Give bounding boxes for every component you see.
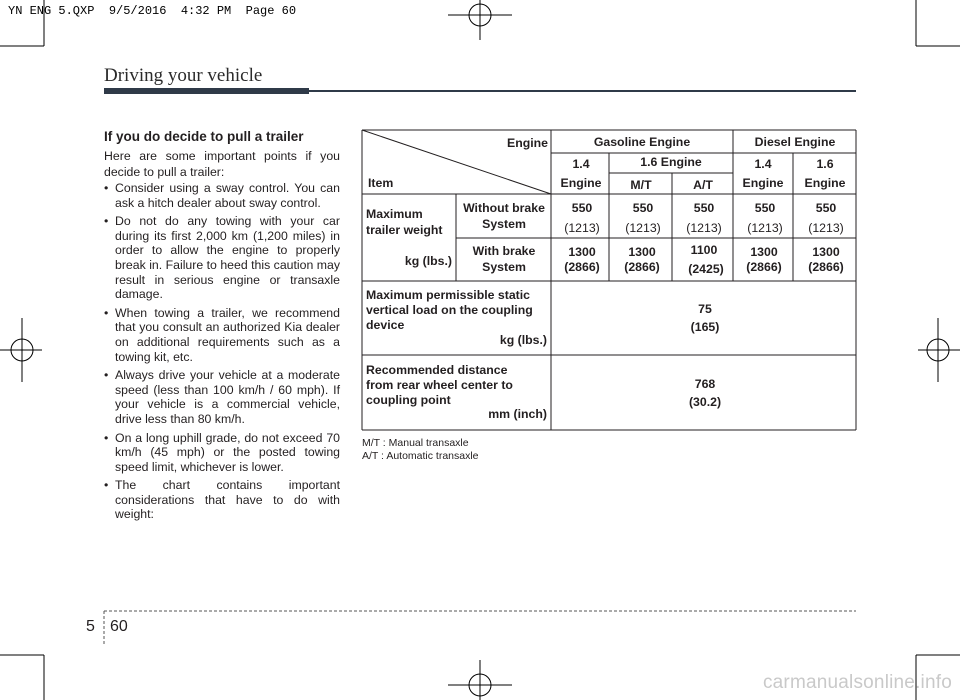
gasoline-engine-header: Gasoline Engine — [593, 135, 691, 149]
without-brake-value-lbs: (1213) — [808, 221, 844, 235]
diesel-14-header-line2: Engine — [742, 176, 784, 190]
without-brake-value-lbs: (1213) — [686, 221, 722, 235]
print-slug: YN ENG 5.QXP 9/5/2016 4:32 PM Page 60 — [8, 4, 297, 18]
without-brake-label-line2: System — [482, 217, 526, 231]
without-brake-value: 550 — [632, 201, 654, 215]
with-brake-value: 1300 — [750, 245, 778, 259]
corner-item-label: Item — [368, 176, 394, 190]
with-brake-label-line1: With brake — [472, 244, 536, 258]
bullet-item: • Always drive your vehicle at a moderate speed (less than 100 km/h / 60 mph). If your vehicle is a commercial vehicle, drive less than 80 km/h. — [104, 368, 340, 426]
max-trailer-label-line1: Maximum — [366, 207, 423, 221]
diesel-engine-header: Diesel Engine — [754, 135, 836, 149]
distance-value: 768 — [694, 377, 716, 391]
bullet-item: • Consider using a sway control. You can ask a hitch dealer about sway control. — [104, 181, 340, 210]
mt-header: M/T — [630, 178, 652, 192]
distance-unit: mm (inch) — [488, 407, 547, 421]
max-trailer-unit: kg (lbs.) — [404, 254, 452, 268]
distance-value-inch: (30.2) — [688, 395, 722, 409]
static-load-unit: kg (lbs.) — [499, 333, 547, 347]
without-brake-value: 550 — [693, 201, 715, 215]
corner-engine-label: Engine — [507, 136, 548, 150]
gas-16-group-header: 1.6 Engine — [640, 155, 702, 169]
without-brake-label-line1: Without brake — [463, 201, 545, 215]
without-brake-value: 550 — [815, 201, 837, 215]
with-brake-value: 1100 — [690, 243, 718, 257]
note-at: A/T : Automatic transaxle — [362, 450, 479, 462]
max-trailer-label-line2: trailer weight — [366, 223, 443, 237]
with-brake-value: 1300 — [568, 245, 596, 259]
with-brake-value-lbs: (2866) — [808, 260, 844, 274]
bullet-item: • Do not do any towing with your car during its first 2,000 km (1,200 miles) in order to allow the engine to properly break in. Failure to heed this caution may result in serious engine or transaxle damage. — [104, 214, 340, 302]
bullet-item: • When towing a trailer, we recommend that you consult an authorized Kia dealer on additional requirements such as a towing kit, etc. — [104, 306, 340, 364]
without-brake-value-lbs: (1213) — [625, 221, 661, 235]
static-load-label-line3: device — [366, 318, 405, 332]
static-load-label-line1: Maximum permissible static — [366, 288, 531, 302]
without-brake-value: 550 — [754, 201, 776, 215]
bullet-item: • The chart contains important considerations that have to do with weight: — [104, 478, 340, 522]
distance-label-line3: coupling point — [366, 393, 451, 407]
at-header: A/T — [693, 178, 713, 192]
static-load-label-line2: vertical load on the coupling — [366, 303, 533, 317]
gas-14-header-line2: Engine — [560, 176, 602, 190]
bullet-item: • On a long uphill grade, do not exceed 70 km/h (45 mph) or the posted towing speed limit, whichever is lower. — [104, 431, 340, 475]
without-brake-value-lbs: (1213) — [747, 221, 783, 235]
distance-label-line2: from rear wheel center to — [366, 378, 513, 392]
with-brake-value: 1300 — [812, 245, 840, 259]
intro-text: Here are some important points if you decide to pull a trailer: — [104, 149, 340, 179]
with-brake-value: 1300 — [628, 245, 656, 259]
chapter-number: 5 — [86, 618, 95, 635]
gas-14-header-line1: 1.4 — [572, 157, 590, 171]
static-load-value: 75 — [698, 302, 712, 316]
with-brake-value-lbs: (2425) — [688, 262, 724, 276]
without-brake-value-lbs: (1213) — [564, 221, 600, 235]
trailer-heading: If you do decide to pull a trailer — [104, 129, 304, 144]
watermark: carmanualsonline.info — [762, 672, 952, 693]
without-brake-value: 550 — [571, 201, 593, 215]
section-title: Driving your vehicle — [104, 65, 263, 86]
distance-label-line1: Recommended distance — [366, 363, 508, 377]
with-brake-label-line2: System — [482, 260, 526, 274]
diesel-16-header-line1: 1.6 — [816, 157, 834, 171]
static-load-value-lbs: (165) — [690, 320, 720, 334]
page-number: 60 — [110, 618, 128, 635]
diesel-14-header-line1: 1.4 — [754, 157, 772, 171]
note-mt: M/T : Manual transaxle — [362, 437, 469, 449]
with-brake-value-lbs: (2866) — [564, 260, 600, 274]
with-brake-value-lbs: (2866) — [624, 260, 660, 274]
diesel-16-header-line2: Engine — [804, 176, 846, 190]
with-brake-value-lbs: (2866) — [746, 260, 782, 274]
